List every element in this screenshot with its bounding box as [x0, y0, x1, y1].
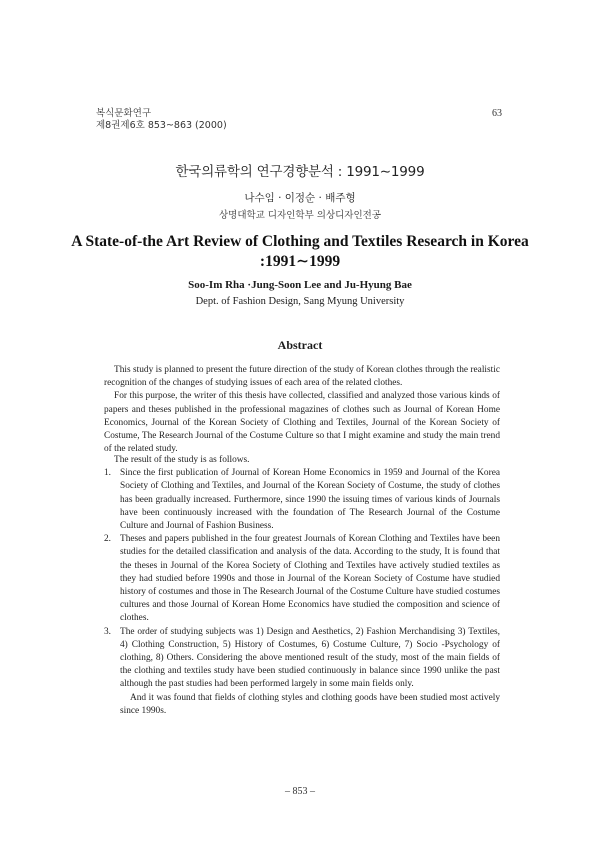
english-authors: Soo-Im Rha ·Jung-Soon Lee and Ju-Hyung Bae — [188, 279, 412, 291]
results-list — [104, 467, 500, 691]
abstract-paragraph-1: This study is planned to present the future direction of the study of Korean clothes through the realistic recognition of the changes of studying issues of each area of the related clothes. — [104, 365, 500, 389]
result-text: The order of studying subjects was 1) Design and Aesthetics, 2) Fashion Merchandising 3) Textiles, 4) Clothing Construction, 5) History of Costumes, 6) Costume Culture, 7) Socio -Psychology of clothing, 8) Others. Considering the above mentioned result of the study, most of the main fields of the clothing and textiles study have been studied continuously in balance since 1990 unlike the past although the past studies had been performed largely in some main fields only. — [120, 626, 500, 690]
korean-affiliation: 상명대학교 디자인학부 의상디자인전공 — [218, 210, 382, 221]
abstract-closing: And it was found that fields of clothing styles and clothing goods have been studied most actively since 1990s. — [120, 692, 500, 716]
result-text: Since the first publication of Journal of Korean Home Economics in 1959 and Journal of the Korea Society of Clothing and Textiles, and Journal of the Korean Society of Costume, the study of clothes has been gradually increased. Furthermore, since 1990 the issuing times of various kinds of Journals have been continuously increased with the foundation of The Research Journal of the Costume Culture and Journal of Fashion Business. — [120, 468, 500, 532]
abstract-paragraph-2: For this purpose, the writer of this thesis have collected, classified and analyzed those various kinds of papers and theses published in the professional magazines of clothes such as Journal of Korean Home Economics, Journal of the Korean Society of Clothing and Textiles, Journal of the Korean Society of Costume, The Research Journal of the Costume Culture so that I might examine and study the main trend of the related study. — [104, 391, 500, 455]
korean-title: 한국의류학의 연구경향분석 : 1991∼1999 — [175, 164, 425, 180]
page-number: 63 — [492, 108, 502, 119]
english-title-line2: :1991∼1999 — [259, 253, 341, 270]
result-item — [104, 626, 500, 692]
english-title-line1: A State-of-the Art Review of Clothing and Textiles Research in Korea — [71, 233, 529, 250]
english-title — [0, 232, 600, 272]
abstract-intro — [104, 364, 500, 456]
page-footer-number: – 853 – — [285, 786, 315, 797]
result-item — [104, 533, 500, 625]
journal-header — [96, 108, 227, 132]
volume-info: 제8권제6호 853~863 (2000) — [96, 120, 227, 131]
result-number: 1. — [104, 468, 112, 479]
abstract-results — [104, 454, 500, 718]
results-intro: The result of the study is as follows. — [114, 455, 250, 465]
english-affiliation: Dept. of Fashion Design, Sang Myung University — [195, 296, 405, 307]
journal-name: 복식문화연구 — [96, 108, 152, 119]
result-item — [104, 467, 500, 533]
result-text: Theses and papers published in the four greatest Journals of Korean Clothing and Textiles have been studies for the detailed classification and analysis of the data. According to the study, It is found that the theses in Journal of the Korea Society of Clothing and Textiles have actively studied textiles as they had studied before 1990s and those in Journal of the Korean Society of Costume have studied history of costumes and those in The Research Journal of the Costume Culture have studied costumes cultures and those Journal of Korean Home Economics have studied the composition and science of clothes. — [120, 534, 500, 624]
korean-authors: 나수임 · 이정순 · 배주형 — [244, 192, 356, 204]
abstract-heading: Abstract — [277, 338, 323, 352]
result-number: 3. — [104, 626, 112, 637]
result-number: 2. — [104, 534, 112, 545]
